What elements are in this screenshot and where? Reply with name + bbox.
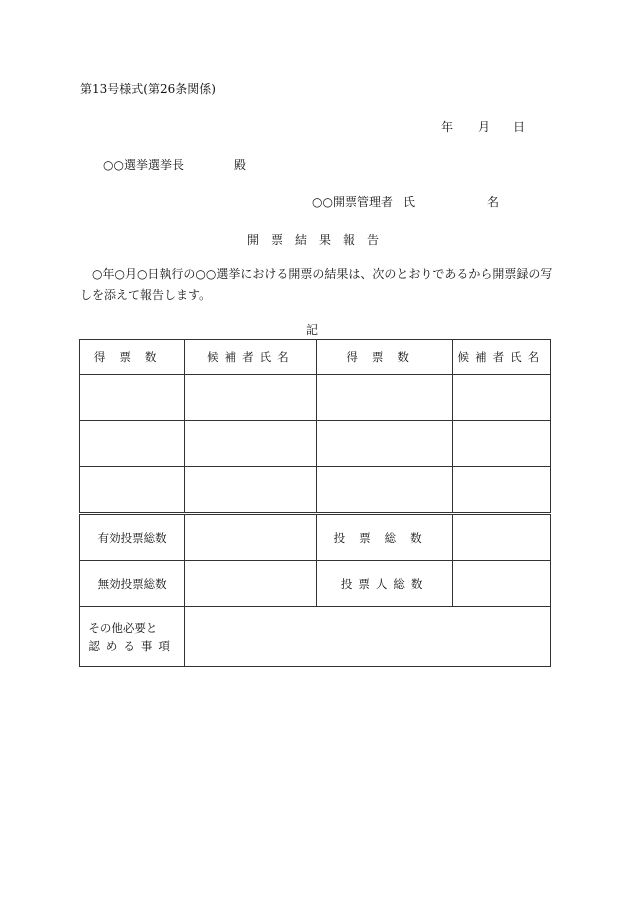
- addressee: [103, 156, 246, 173]
- date-month: 月: [478, 120, 491, 134]
- date-year: 年: [441, 120, 454, 134]
- votes-cell[interactable]: [317, 375, 452, 421]
- votes-cell[interactable]: [80, 421, 185, 467]
- votes-cell[interactable]: [80, 467, 185, 514]
- ki-label: 記: [306, 323, 319, 337]
- header-votes-2: 得票数: [317, 340, 452, 375]
- header-candidate-1: 候補者氏名: [185, 340, 317, 375]
- notes-value[interactable]: [185, 607, 551, 667]
- table-row: [80, 421, 551, 467]
- table-row: [80, 467, 551, 514]
- results-table: [79, 339, 551, 667]
- addressee-name: ○○選挙選挙長: [103, 158, 184, 172]
- votes-cell[interactable]: [317, 421, 452, 467]
- addressee-honorific: 殿: [233, 158, 246, 172]
- valid-votes-row: [80, 514, 551, 561]
- notes-label: [80, 607, 185, 667]
- header-votes-1: 得票数: [80, 340, 185, 375]
- table-header-row: [80, 340, 551, 375]
- candidate-cell[interactable]: [452, 421, 550, 467]
- sender-title: ○○開票管理者: [312, 195, 393, 209]
- candidate-cell[interactable]: [185, 467, 317, 514]
- valid-votes-label: 有効投票総数: [80, 514, 185, 561]
- sender-shi: 氏: [402, 195, 415, 209]
- votes-cell[interactable]: [80, 375, 185, 421]
- invalid-votes-row: [80, 561, 551, 607]
- candidate-cell[interactable]: [185, 421, 317, 467]
- table-row: [80, 375, 551, 421]
- total-votes-label: 投票総数: [317, 514, 452, 561]
- candidate-cell[interactable]: [452, 467, 550, 514]
- invalid-votes-label: 無効投票総数: [80, 561, 185, 607]
- header-candidate-2: 候補者氏名: [452, 340, 550, 375]
- candidate-cell[interactable]: [452, 375, 550, 421]
- total-voters-value[interactable]: [452, 561, 550, 607]
- valid-votes-value[interactable]: [185, 514, 317, 561]
- date-day: 日: [513, 120, 526, 134]
- total-votes-value[interactable]: [452, 514, 550, 561]
- notes-row: [80, 607, 551, 667]
- document-title: 開票結果報告: [247, 233, 392, 247]
- invalid-votes-value[interactable]: [185, 561, 317, 607]
- form-number: 第13号様式(第26条関係): [80, 82, 216, 96]
- notes-label-line1: その他必要と: [88, 620, 158, 635]
- total-voters-label: 投票人総数: [317, 561, 452, 607]
- candidate-cell[interactable]: [185, 375, 317, 421]
- sender-mei: 名: [486, 195, 499, 209]
- votes-cell[interactable]: [317, 467, 452, 514]
- body-text: ○年○月○日執行の○○選挙における開票の結果は、次のとおりであるから開票録の写しを添えて報告します。: [80, 267, 553, 302]
- sender: [312, 193, 499, 210]
- notes-label-line2: 認める事項: [88, 638, 176, 653]
